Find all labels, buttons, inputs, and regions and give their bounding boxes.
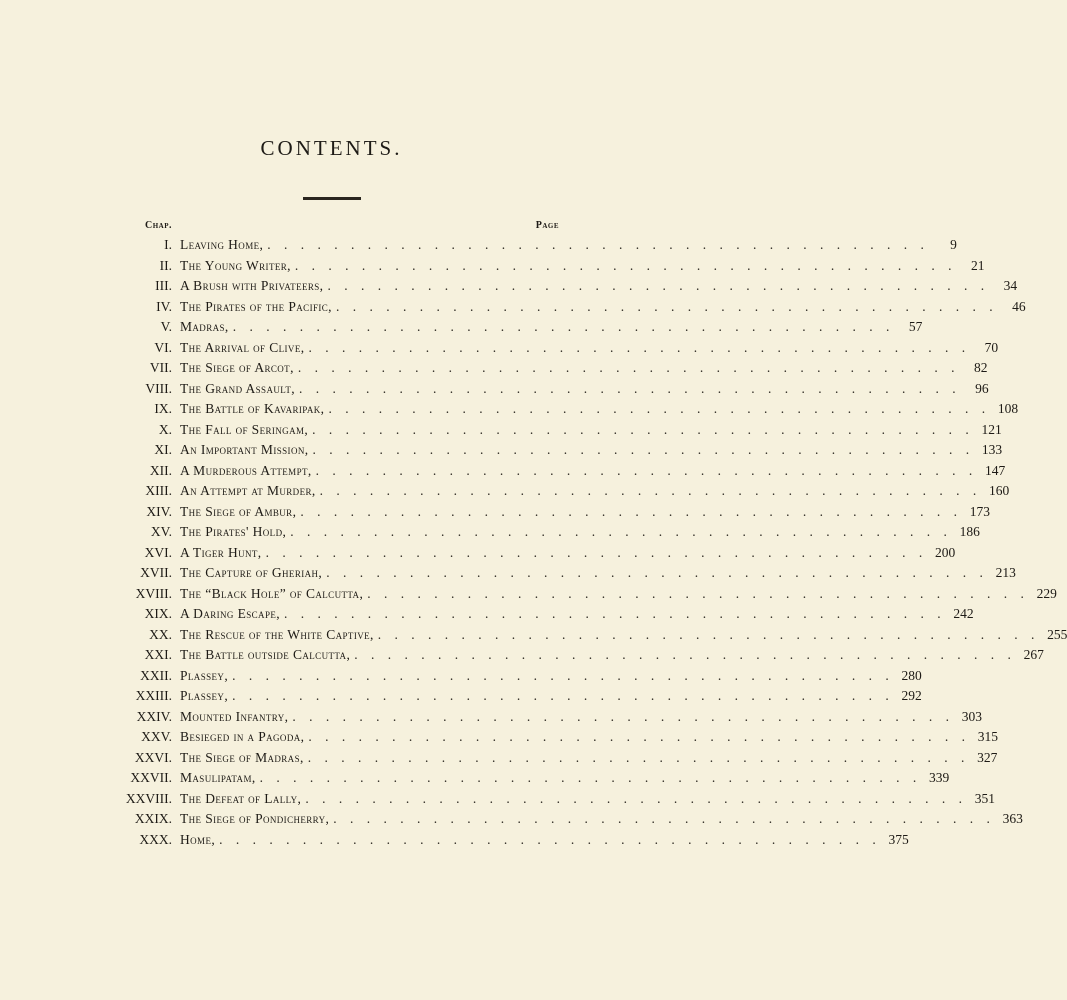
chapter-number: XXX.: [139, 831, 172, 847]
chapter-number: XVI.: [144, 544, 172, 560]
page-number: 351: [974, 790, 995, 806]
toc-entry: [90, 483, 1010, 504]
toc-entry: [90, 462, 1006, 484]
dot-leader: . . . . . . . . . . . . . . . . . . . . . . . . . . . . . . . . . . . . . . . .: [307, 749, 970, 765]
dot-leader: . . . . . . . . . . . . . . . . . . . . . . . . . . . . . . . . . . . . . . . .: [292, 708, 955, 724]
dot-leader: . . . . . . . . . . . . . . . . . . . . . . . . . . . . . . . . . . . . . . . .: [297, 360, 960, 375]
page-number: 57: [908, 319, 923, 334]
dot-leader: . . . . . . . . . . . . . . . . . . . . . . . . . . . . . . . . . . . . . . . .: [300, 503, 962, 519]
page-title: CONTENTS.: [260, 136, 403, 160]
chapter-number: IX.: [154, 401, 172, 416]
dot-leader: . . . . . . . . . . . . . . . . . . . . . . . . . . . . . . . . . . . . . . . .: [319, 483, 982, 498]
dot-leader: . . . . . . . . . . . . . . . . . . . . . . . . . . . . . . . . . . . . . . . .: [335, 298, 998, 314]
page-number: 186: [959, 524, 980, 539]
chapter-number: XIX.: [144, 606, 172, 621]
chapter-title: The Pirates of the Pacific,: [180, 298, 332, 314]
page-number: 280: [901, 667, 922, 683]
toc-entry: [90, 708, 983, 730]
chapter-number: XXIX.: [134, 811, 172, 826]
page-number: 363: [1002, 811, 1023, 826]
page-number: 82: [973, 360, 988, 375]
chapter-title: The Capture of Gheriah,: [180, 565, 323, 580]
toc-entry: [90, 831, 909, 853]
chapter-number: VII.: [149, 360, 172, 375]
dot-leader: . . . . . . . . . . . . . . . . . . . . . . . . . . . . . . . . . . . . . . . .: [305, 790, 967, 806]
chapter-number: XII.: [149, 462, 172, 478]
dot-leader: . . . . . . . . . . . . . . . . . . . . . . . . . . . . . . . . . . . . . . . .: [259, 770, 922, 785]
chapter-title: A Daring Escape,: [180, 606, 281, 621]
toc-entry: [90, 237, 957, 258]
dot-leader: . . . . . . . . . . . . . . . . . . . . . . . . . . . . . . . . . . . . . . . .: [315, 462, 978, 478]
toc-entry: [90, 667, 922, 689]
toc-entry: [90, 565, 1016, 586]
chapter-title: An Attempt at Murder,: [180, 483, 316, 498]
chapter-title: The Siege of Pondicherry,: [180, 811, 330, 826]
toc-entry: [90, 339, 999, 361]
toc-entry: [90, 585, 1057, 607]
chapter-title: The Battle outside Calcutta,: [180, 647, 351, 662]
page-number: 255: [1047, 626, 1067, 642]
toc-entry: [90, 770, 950, 791]
page-number: 375: [888, 831, 909, 847]
toc-entry: [90, 811, 1023, 832]
chapter-title: Plassey,: [180, 688, 229, 703]
chapter-title: Madras,: [180, 319, 229, 334]
page-number: 34: [1003, 278, 1018, 293]
toc-entry: [90, 729, 999, 750]
page-number: 21: [971, 257, 985, 273]
page-number: 303: [961, 708, 983, 724]
toc-entry: [90, 298, 1026, 320]
chapter-number: XXII.: [140, 667, 172, 683]
chapter-number: XXIII.: [135, 688, 172, 703]
dot-leader: . . . . . . . . . . . . . . . . . . . . . . . . . . . . . . . . . . . . . . . .: [290, 524, 952, 539]
chapter-title: The Battle of Kavaripak,: [180, 401, 325, 416]
dot-leader: . . . . . . . . . . . . . . . . . . . . . . . . . . . . . . . . . . . . . . . .: [312, 421, 974, 437]
chapter-number: XI.: [154, 442, 172, 457]
page-number: 133: [981, 442, 1003, 457]
toc-entry: [90, 442, 1003, 463]
toc-entry: [90, 421, 1002, 443]
page-number: 96: [975, 380, 989, 396]
dot-leader: . . . . . . . . . . . . . . . . . . . . . . . . . . . . . . . . . . . . . . . .: [232, 319, 895, 334]
chapter-number: XXVII.: [130, 770, 172, 785]
chapter-number: II.: [159, 257, 172, 273]
chapter-title: A Murderous Attempt,: [180, 462, 312, 478]
dot-leader: . . . . . . . . . . . . . . . . . . . . . . . . . . . . . . . . . . . . . . . .: [328, 401, 991, 416]
chapter-title: Leaving Home,: [180, 237, 264, 252]
toc-entry: [90, 401, 1019, 422]
dot-leader: . . . . . . . . . . . . . . . . . . . . . . . . . . . . . . . . . . . . . . . .: [284, 606, 946, 621]
page-number: 121: [981, 421, 1002, 437]
dot-leader: . . . . . . . . . . . . . . . . . . . . . . . . . . . . . . . . . . . . . . . .: [267, 237, 929, 252]
toc-entry: [90, 606, 974, 627]
dot-leader: . . . . . . . . . . . . . . . . . . . . . . . . . . . . . . . . . . . . . . . .: [219, 831, 881, 847]
contents-list: [90, 237, 1067, 852]
chapter-number: VIII.: [145, 380, 172, 396]
page-number: 9: [950, 237, 957, 252]
dot-leader: . . . . . . . . . . . . . . . . . . . . . . . . . . . . . . . . . . . . . . . .: [367, 585, 1029, 601]
chapter-number: XVII.: [140, 565, 172, 580]
chapter-number: XXIV.: [136, 708, 172, 724]
toc-entry: [90, 544, 956, 566]
dot-leader: . . . . . . . . . . . . . . . . . . . . . . . . . . . . . . . . . . . . . . . .: [265, 544, 928, 560]
page-number: 213: [995, 565, 1016, 580]
chapter-number: XIV.: [146, 503, 172, 519]
chapter-number: XXVIII.: [125, 790, 172, 806]
toc-entry: [90, 319, 923, 340]
page-number: 315: [977, 729, 999, 744]
chapter-number: I.: [164, 237, 172, 252]
chapter-title: The Grand Assault,: [180, 380, 296, 396]
chapter-number: XIII.: [145, 483, 172, 498]
column-headers: [145, 220, 559, 234]
dot-leader: . . . . . . . . . . . . . . . . . . . . . . . . . . . . . . . . . . . . . . . .: [299, 380, 961, 396]
toc-entry: [90, 647, 1044, 668]
page-number: 108: [997, 401, 1019, 416]
page-number: 70: [984, 339, 999, 355]
chapter-column-header: Chap.: [145, 220, 172, 231]
chapter-title: The Young Writer,: [180, 257, 291, 273]
dot-leader: . . . . . . . . . . . . . . . . . . . . . . . . . . . . . . . . . . . . . . . .: [312, 442, 975, 457]
page-number: 242: [953, 606, 974, 621]
chapter-title: Besieged in a Pagoda,: [180, 729, 305, 744]
chapter-title: An Important Mission,: [180, 442, 309, 457]
page-number: 147: [985, 462, 1006, 478]
page-number: 267: [1023, 647, 1044, 662]
chapter-title: Masulipatam,: [180, 770, 256, 785]
toc-entry: [90, 360, 988, 381]
dot-leader: . . . . . . . . . . . . . . . . . . . . . . . . . . . . . . . . . . . . . . . .: [308, 729, 971, 744]
chapter-title: The Fall of Seringam,: [180, 421, 309, 437]
chapter-number: XV.: [150, 524, 172, 539]
chapter-title: The Siege of Madras,: [180, 749, 304, 765]
chapter-number: XXI.: [144, 647, 172, 662]
chapter-number: XXVI.: [134, 749, 172, 765]
page-number: 339: [929, 770, 950, 785]
chapter-title: The Arrival of Clive,: [180, 339, 305, 355]
chapter-number: XVIII.: [135, 585, 172, 601]
chapter-title: The Defeat of Lally,: [180, 790, 302, 806]
toc-entry: [90, 524, 980, 545]
page-number: 173: [969, 503, 990, 519]
chapter-number: XX.: [149, 626, 172, 642]
chapter-number: X.: [158, 421, 172, 437]
dot-leader: . . . . . . . . . . . . . . . . . . . . . . . . . . . . . . . . . . . . . . . .: [354, 647, 1016, 662]
chapter-number: XXV.: [141, 729, 172, 744]
page-number: 46: [1012, 298, 1026, 314]
chapter-number: V.: [160, 319, 172, 334]
dot-leader: . . . . . . . . . . . . . . . . . . . . . . . . . . . . . . . . . . . . . . . .: [326, 565, 988, 580]
toc-entry: [90, 380, 989, 402]
chapter-title: A Tiger Hunt,: [180, 544, 262, 560]
toc-entry: [90, 503, 990, 525]
dot-leader: . . . . . . . . . . . . . . . . . . . . . . . . . . . . . . . . . . . . . . . .: [333, 811, 995, 826]
title-rule: [303, 197, 361, 200]
toc-entry: [90, 790, 995, 812]
dot-leader: . . . . . . . . . . . . . . . . . . . . . . . . . . . . . . . . . . . . . . . .: [327, 278, 990, 293]
page-number: 160: [989, 483, 1010, 498]
page-column-header: Page: [535, 220, 559, 231]
dot-leader: . . . . . . . . . . . . . . . . . . . . . . . . . . . . . . . . . . . . . . . .: [377, 626, 1040, 642]
dot-leader: . . . . . . . . . . . . . . . . . . . . . . . . . . . . . . . . . . . . . . . .: [232, 688, 894, 703]
chapter-title: Mounted Infantry,: [180, 708, 289, 724]
page-number: 229: [1036, 585, 1057, 601]
chapter-number: IV.: [156, 298, 172, 314]
page-number: 292: [901, 688, 922, 703]
page-number: 327: [977, 749, 998, 765]
toc-entry: [90, 257, 985, 279]
toc-entry: [90, 749, 998, 771]
chapter-title: The Siege of Arcot,: [180, 360, 294, 375]
dot-leader: . . . . . . . . . . . . . . . . . . . . . . . . . . . . . . . . . . . . . . . .: [232, 667, 894, 683]
chapter-number: VI.: [154, 339, 172, 355]
dot-leader: . . . . . . . . . . . . . . . . . . . . . . . . . . . . . . . . . . . . . . . .: [294, 257, 957, 273]
chapter-title: A Brush with Privateers,: [180, 278, 324, 293]
dot-leader: . . . . . . . . . . . . . . . . . . . . . . . . . . . . . . . . . . . . . . . .: [308, 339, 971, 355]
toc-entry: [90, 626, 1067, 648]
chapter-title: The Siege of Ambur,: [180, 503, 297, 519]
chapter-title: Home,: [180, 831, 216, 847]
toc-entry: [90, 278, 1018, 299]
chapter-title: The Rescue of the White Captive,: [180, 626, 374, 642]
page-number: 200: [934, 544, 956, 560]
chapter-title: Plassey,: [180, 667, 229, 683]
toc-entry: [90, 688, 922, 709]
chapter-title: The “Black Hole” of Calcutta,: [180, 585, 364, 601]
chapter-number: III.: [155, 278, 172, 293]
chapter-title: The Pirates' Hold,: [180, 524, 287, 539]
